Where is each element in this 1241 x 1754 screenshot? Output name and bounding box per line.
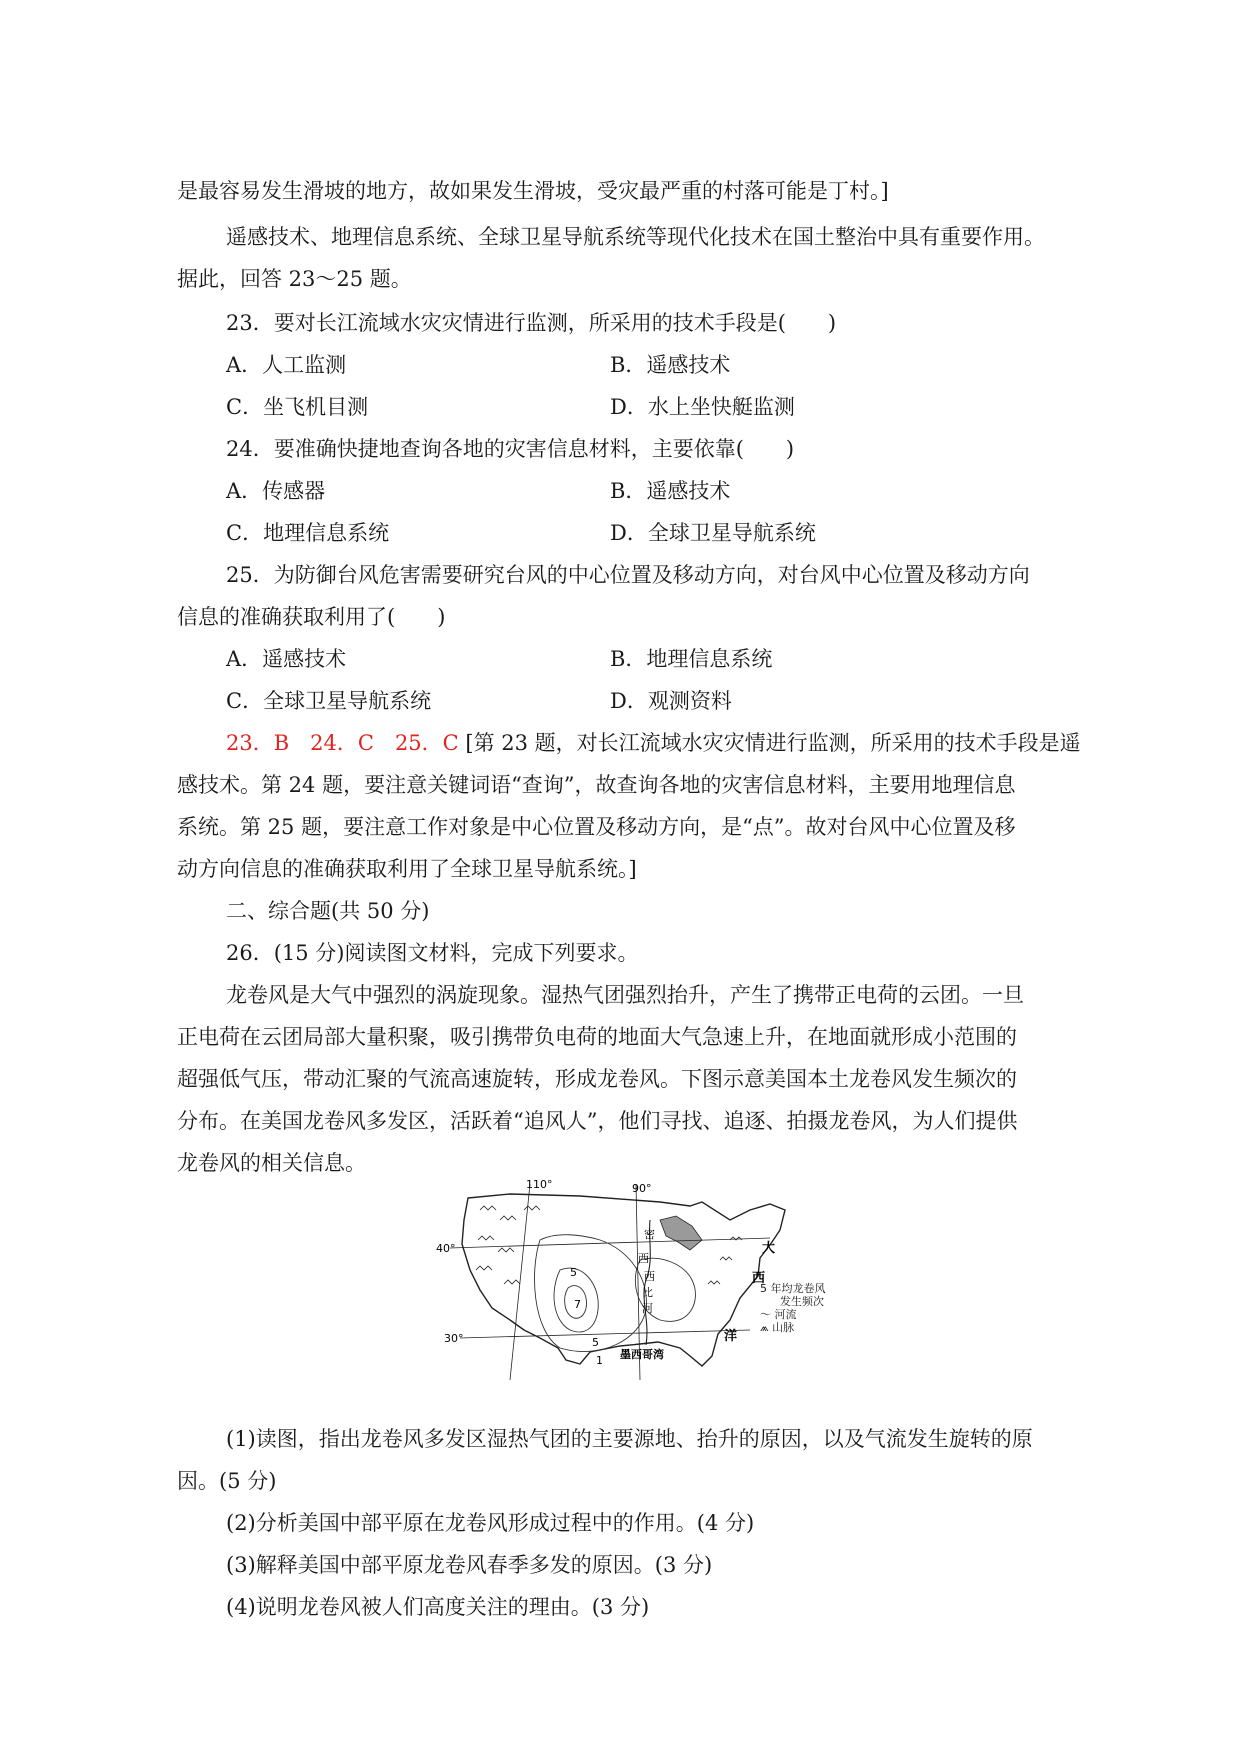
answer-line [226,728,1081,758]
legend-contour-value: 5 [760,1282,767,1295]
question-23: 23．要对长江流域水灾灾情进行监测，所采用的技术手段是( ) [226,311,837,335]
parallel-40 [450,1238,770,1248]
option-d: D．观测资料 [610,689,732,713]
river-label: 西 [638,1252,649,1265]
legend-river: ～ 河流 [760,1308,797,1321]
label-90: 90° [632,1182,652,1195]
ocean-label: 大 [762,1241,776,1256]
label-110: 110° [526,1178,553,1191]
sub-question-2: (2)分析美国中部平原在龙卷风形成过程中的作用。(4 分) [226,1511,755,1535]
answer-key: 23．B 24．C 25．C [226,731,459,755]
label-40: 40° [436,1242,456,1255]
option-b: B．遥感技术 [610,479,731,503]
ocean-label: 洋 [724,1329,738,1344]
parallel-30 [460,1330,750,1338]
option-b: B．遥感技术 [610,353,731,377]
legend-mountain: ⩕ 山脉 [760,1321,795,1334]
option-d: D．全球卫星导航系统 [610,521,816,545]
text-line: 龙卷风的相关信息。 [177,1151,366,1175]
gulf-label: 墨西哥湾 [620,1348,664,1361]
text-line: 感技术。第 24 题，要注意关键词语“查询”，故查询各地的灾害信息材料，主要用地理信息 [177,773,1016,797]
mountain-marks [476,1206,742,1284]
sub-question-4: (4)说明龙卷风被人们高度关注的理由。(3 分) [226,1595,650,1619]
river-label: 比 [642,1286,653,1299]
contour-value: 7 [574,1298,581,1311]
text-line: 正电荷在云团局部大量积聚，吸引携带负电荷的地面大气急速上升，在地面就形成小范围的 [177,1025,1017,1049]
text-line: 系统。第 25 题，要注意工作对象是中心位置及移动方向，是“点”。故对台风中心位置及移 [177,815,1016,839]
contour-value: 5 [570,1266,577,1279]
sub-question-1: (1)读图，指出龙卷风多发区湿热气团的主要源地、抬升的原因，以及气流发生旋转的原 [226,1427,1033,1451]
option-a: A．人工监测 [226,353,347,377]
contour-value: 5 [592,1336,599,1349]
section-heading: 二、综合题(共 50 分) [226,899,430,923]
sub-question-1-cont: 因。(5 分) [177,1469,277,1493]
text-line: 分布。在美国龙卷风多发区，活跃着“追风人”，他们寻找、追逐、拍摄龙卷风，为人们提供 [177,1109,1018,1133]
question-25-cont: 信息的准确获取利用了( ) [177,605,446,629]
great-lakes [660,1216,702,1250]
option-c: C．地理信息系统 [226,521,390,545]
option-a: A．遥感技术 [226,647,347,671]
option-c: C．全球卫星导航系统 [226,689,432,713]
option-c: C．坐飞机目测 [226,395,369,419]
question-25: 25．为防御台风危害需要研究台风的中心位置及移动方向，对台风中心位置及移动方向 [226,563,1030,587]
river-label: 河 [642,1302,653,1315]
question-26: 26．(15 分)阅读图文材料，完成下列要求。 [226,941,639,965]
option-d: D．水上坐快艇监测 [610,395,795,419]
legend-contour [760,1282,826,1295]
question-24: 24．要准确快捷地查询各地的灾害信息材料，主要依靠( ) [226,437,795,461]
ocean-label: 西 [752,1271,766,1286]
label-30: 30° [444,1332,464,1345]
text-line: 遥感技术、地理信息系统、全球卫星导航系统等现代化技术在国土整治中具有重要作用。 [226,225,1045,249]
river-label: 密 [644,1228,655,1241]
contour-value: 1 [596,1354,603,1367]
sub-question-3: (3)解释美国中部平原龙卷风春季多发的原因。(3 分) [226,1553,713,1577]
us-tornado-map [436,1178,840,1380]
option-b: B．地理信息系统 [610,647,773,671]
text-line: 动方向信息的准确获取利用了全球卫星导航系统。] [177,857,637,881]
option-a: A．传感器 [226,479,326,503]
text-line: 是最容易发生滑坡的地方，故如果发生滑坡，受灾最严重的村落可能是丁村。] [177,179,889,203]
answer-explanation: [第 23 题，对长江流域水灾灾情进行监测，所采用的技术手段是遥 [465,731,1081,755]
river-label: 西 [644,1270,655,1283]
meridian-110 [510,1184,530,1380]
text-line: 超强低气压，带动汇聚的气流高速旋转，形成龙卷风。下图示意美国本土龙卷风发生频次的 [177,1067,1017,1091]
legend-contour-2: 发生频次 [780,1295,824,1308]
text-line: 龙卷风是大气中强烈的涡旋现象。湿热气团强烈抬升，产生了携带正电荷的云团。一旦 [226,983,1024,1007]
text-line: 据此，回答 23～25 题。 [177,267,412,291]
legend-contour-label: 年均龙卷风 [770,1282,826,1295]
map-legend [760,1282,826,1334]
